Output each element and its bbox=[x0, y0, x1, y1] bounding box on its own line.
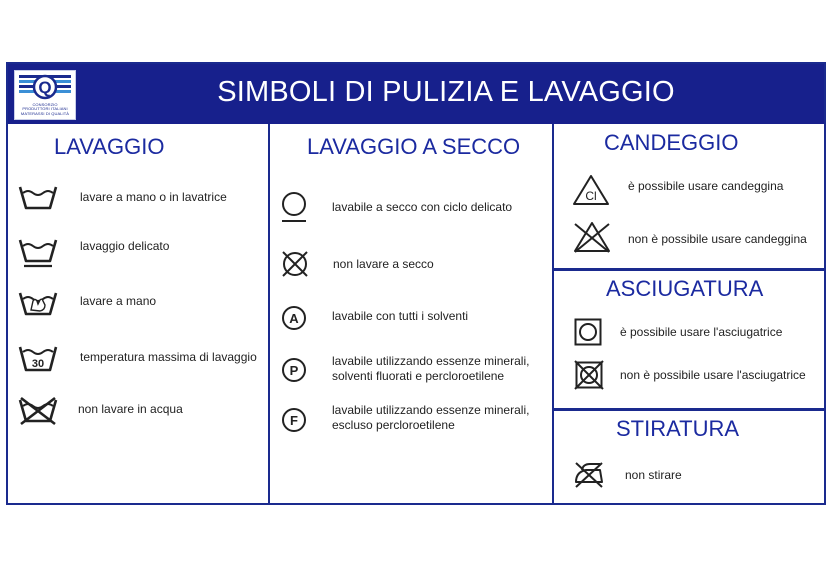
lavaggio-title: LAVAGGIO bbox=[54, 134, 165, 159]
washtub-30-icon bbox=[18, 344, 58, 374]
no-iron-label: non stirare bbox=[625, 468, 682, 482]
mineral-perchloro-label: lavabile utilizzando essenze minerali, solventi fluorati e percloroetilene bbox=[332, 354, 530, 383]
wash-label: lavare a mano o in lavatrice bbox=[80, 190, 227, 204]
washtub-icon bbox=[18, 184, 58, 212]
mineral-no-perchloro-label: lavabile utilizzando essenze minerali, escluso percloroetilene bbox=[332, 403, 530, 432]
all-solvents-label: lavabile con tutti i solventi bbox=[332, 309, 469, 323]
hand-wash-label: lavare a mano bbox=[80, 294, 157, 308]
svg-text:A: A bbox=[289, 311, 299, 326]
tumble-dry-crossed-icon bbox=[574, 360, 604, 390]
svg-text:Cl: Cl bbox=[585, 189, 597, 203]
header-bar bbox=[8, 64, 824, 124]
bleach-ok-label: è possibile usare candeggina bbox=[628, 179, 784, 193]
circle-p-icon bbox=[280, 356, 308, 384]
delicate-wash-label: lavaggio delicato bbox=[80, 239, 170, 253]
circle-a-icon bbox=[280, 304, 308, 332]
asciugatura-title: ASCIUGATURA bbox=[606, 276, 764, 301]
svg-text:F: F bbox=[290, 413, 298, 428]
section-divider bbox=[554, 268, 824, 271]
circle-crossed-icon bbox=[280, 250, 310, 278]
dryer-no-label: non è possibile usare l'asciugatrice bbox=[620, 368, 806, 382]
dry-clean-delicate-label: lavabile a secco con ciclo delicato bbox=[332, 200, 513, 214]
max-temp-label: temperatura massima di lavaggio bbox=[80, 350, 257, 364]
triangle-crossed-icon bbox=[572, 220, 612, 254]
logo-caption: CONSORZIO PRODUTTORI ITALIANI MATERASSI DI QUALITÀ bbox=[20, 101, 70, 116]
circle-delicate-icon bbox=[280, 192, 308, 224]
stiratura-title: STIRATURA bbox=[616, 416, 740, 441]
triangle-cl-icon bbox=[572, 174, 610, 206]
lavaggio-secco-column bbox=[270, 124, 554, 503]
section-divider bbox=[554, 408, 824, 411]
bleach-no-label: non è possibile usare candeggina bbox=[628, 232, 807, 246]
lavaggio-column bbox=[8, 124, 270, 503]
washtub-delicate-icon bbox=[18, 237, 58, 271]
no-dry-clean-label: non lavare a secco bbox=[333, 257, 434, 271]
washtub-hand-icon bbox=[18, 290, 58, 318]
no-water-wash-label: non lavare in acqua bbox=[78, 402, 183, 416]
candeggio-title: CANDEGGIO bbox=[604, 130, 739, 155]
tumble-dry-icon bbox=[574, 318, 602, 346]
page-title: SIMBOLI DI PULIZIA E LAVAGGIO bbox=[217, 76, 675, 108]
right-column bbox=[554, 124, 824, 503]
washtub-crossed-icon bbox=[18, 396, 58, 426]
svg-text:30: 30 bbox=[31, 358, 45, 370]
circle-f-icon bbox=[280, 406, 308, 434]
dryer-ok-label: è possibile usare l'asciugatrice bbox=[620, 325, 783, 339]
logo bbox=[14, 70, 76, 120]
lavaggio-secco-title: LAVAGGIO A SECCO bbox=[307, 134, 521, 159]
care-symbols-chart bbox=[6, 62, 826, 505]
svg-text:P: P bbox=[289, 363, 299, 378]
iron-crossed-icon bbox=[572, 458, 606, 488]
svg-text:Q: Q bbox=[38, 78, 52, 97]
